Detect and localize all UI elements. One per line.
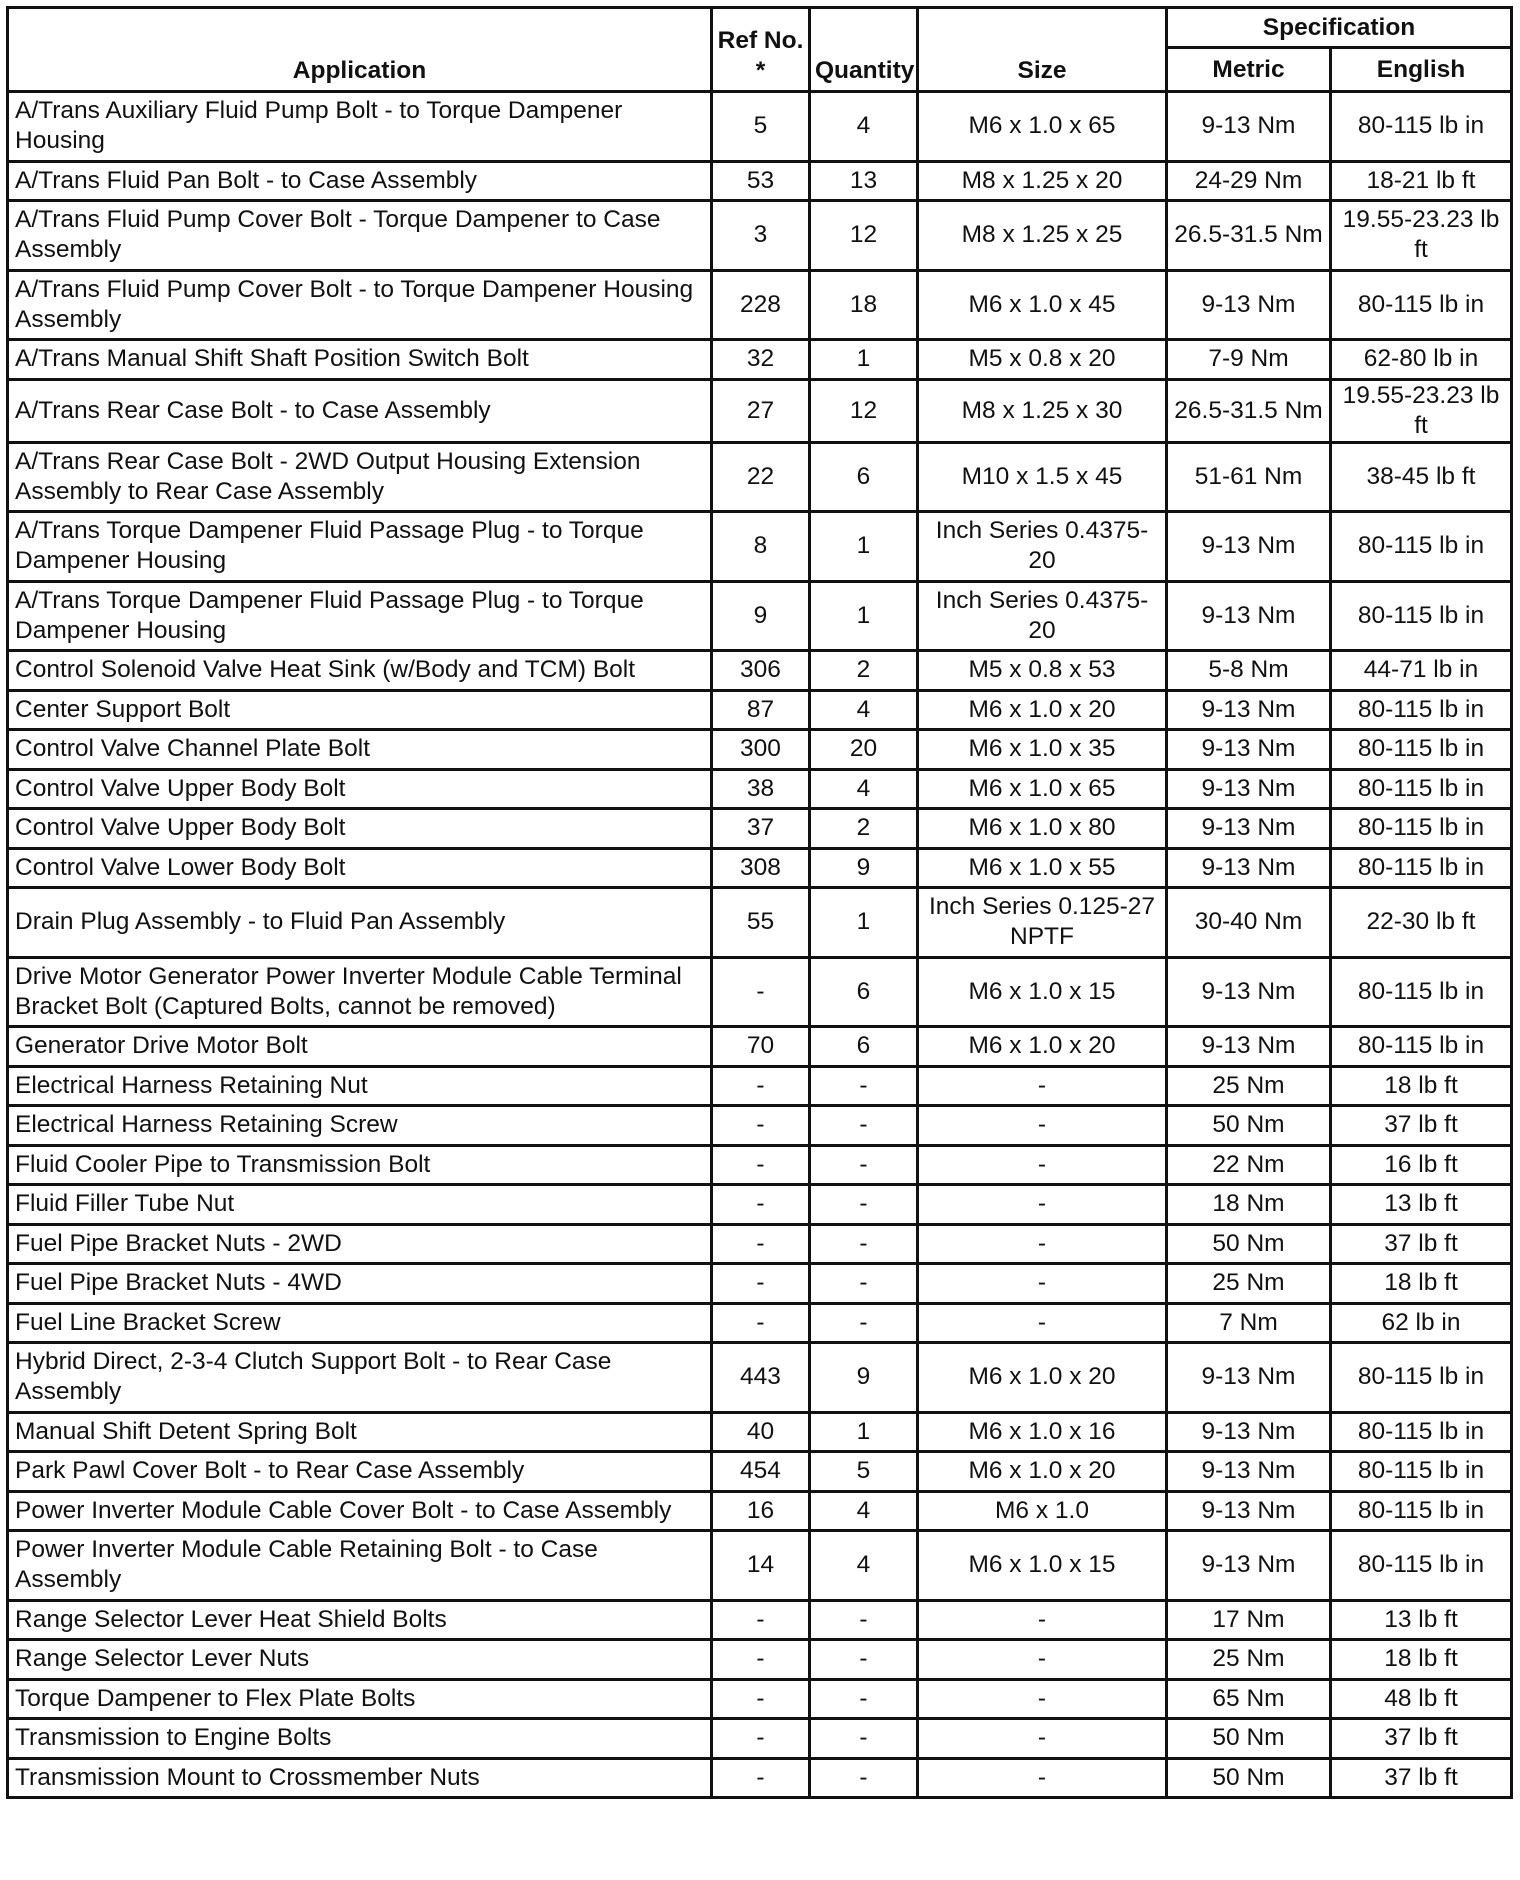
cell-metric: 9-13 Nm — [1167, 1412, 1331, 1452]
table-row — [8, 690, 1512, 730]
table-row — [8, 1679, 1512, 1719]
cell-english: 80-115 lb in — [1331, 1412, 1512, 1452]
cell-metric: 30-40 Nm — [1167, 888, 1331, 958]
cell-quantity: 4 — [810, 769, 918, 809]
cell-application: Fuel Pipe Bracket Nuts - 4WD — [8, 1264, 712, 1304]
table-row — [8, 1027, 1512, 1067]
cell-english: 37 lb ft — [1331, 1758, 1512, 1798]
cell-size: M8 x 1.25 x 30 — [918, 379, 1167, 442]
cell-quantity: 2 — [810, 651, 918, 691]
cell-ref-no: - — [712, 1303, 810, 1343]
table-row — [8, 340, 1512, 380]
cell-application: Electrical Harness Retaining Screw — [8, 1106, 712, 1146]
cell-ref-no: - — [712, 1145, 810, 1185]
cell-size: M6 x 1.0 x 20 — [918, 1027, 1167, 1067]
cell-metric: 9-13 Nm — [1167, 1531, 1331, 1601]
table-row — [8, 1145, 1512, 1185]
cell-english: 80-115 lb in — [1331, 1531, 1512, 1601]
header-english: English — [1331, 48, 1512, 92]
cell-application: Control Solenoid Valve Heat Sink (w/Body and TCM) Bolt — [8, 651, 712, 691]
table-row — [8, 1303, 1512, 1343]
table-row — [8, 270, 1512, 340]
cell-english: 80-115 lb in — [1331, 1027, 1512, 1067]
cell-size: M6 x 1.0 x 35 — [918, 730, 1167, 770]
fastener-spec-table — [6, 6, 1513, 1799]
cell-ref-no: - — [712, 1679, 810, 1719]
cell-metric: 9-13 Nm — [1167, 848, 1331, 888]
cell-english: 80-115 lb in — [1331, 1491, 1512, 1531]
cell-english: 80-115 lb in — [1331, 809, 1512, 849]
cell-ref-no: 32 — [712, 340, 810, 380]
table-row — [8, 1106, 1512, 1146]
header-application: Application — [8, 8, 712, 92]
cell-quantity: - — [810, 1303, 918, 1343]
table-row — [8, 161, 1512, 201]
cell-ref-no: - — [712, 1066, 810, 1106]
cell-english: 80-115 lb in — [1331, 512, 1512, 582]
cell-quantity: 13 — [810, 161, 918, 201]
cell-ref-no: 16 — [712, 1491, 810, 1531]
table-row — [8, 379, 1512, 442]
header-specification: Specification — [1167, 8, 1512, 48]
table-row — [8, 1412, 1512, 1452]
cell-english: 19.55-23.23 lb ft — [1331, 201, 1512, 271]
cell-application: Control Valve Upper Body Bolt — [8, 769, 712, 809]
cell-application: Control Valve Channel Plate Bolt — [8, 730, 712, 770]
cell-ref-no: - — [712, 1106, 810, 1146]
cell-application: Fluid Filler Tube Nut — [8, 1185, 712, 1225]
cell-quantity: 9 — [810, 848, 918, 888]
cell-quantity: - — [810, 1145, 918, 1185]
table-row — [8, 201, 1512, 271]
cell-size: M8 x 1.25 x 25 — [918, 201, 1167, 271]
cell-quantity: 12 — [810, 379, 918, 442]
cell-english: 62-80 lb in — [1331, 340, 1512, 380]
cell-size: M6 x 1.0 x 20 — [918, 1343, 1167, 1413]
fastener-spec-page — [6, 6, 1510, 1799]
cell-ref-no: 70 — [712, 1027, 810, 1067]
header-ref-no: Ref No. * — [712, 8, 810, 92]
cell-english: 80-115 lb in — [1331, 1452, 1512, 1492]
cell-application: Drain Plug Assembly - to Fluid Pan Assembly — [8, 888, 712, 958]
cell-metric: 18 Nm — [1167, 1185, 1331, 1225]
table-row — [8, 92, 1512, 162]
table-row — [8, 1224, 1512, 1264]
cell-metric: 50 Nm — [1167, 1719, 1331, 1759]
cell-ref-no: - — [712, 1758, 810, 1798]
cell-quantity: - — [810, 1224, 918, 1264]
cell-metric: 25 Nm — [1167, 1640, 1331, 1680]
cell-quantity: 1 — [810, 512, 918, 582]
cell-quantity: 4 — [810, 92, 918, 162]
cell-ref-no: 40 — [712, 1412, 810, 1452]
cell-application: Center Support Bolt — [8, 690, 712, 730]
cell-quantity: - — [810, 1106, 918, 1146]
cell-metric: 9-13 Nm — [1167, 1027, 1331, 1067]
cell-size: M6 x 1.0 x 65 — [918, 92, 1167, 162]
table-row — [8, 651, 1512, 691]
cell-application: Range Selector Lever Nuts — [8, 1640, 712, 1680]
cell-size: Inch Series 0.4375-20 — [918, 512, 1167, 582]
cell-application: A/Trans Torque Dampener Fluid Passage Plug - to Torque Dampener Housing — [8, 581, 712, 651]
cell-quantity: 18 — [810, 270, 918, 340]
cell-quantity: 6 — [810, 957, 918, 1027]
cell-english: 37 lb ft — [1331, 1224, 1512, 1264]
cell-metric: 65 Nm — [1167, 1679, 1331, 1719]
cell-size: M6 x 1.0 x 16 — [918, 1412, 1167, 1452]
cell-application: A/Trans Fluid Pan Bolt - to Case Assembly — [8, 161, 712, 201]
cell-ref-no: 454 — [712, 1452, 810, 1492]
table-row — [8, 769, 1512, 809]
table-row — [8, 1452, 1512, 1492]
cell-ref-no: - — [712, 1224, 810, 1264]
cell-ref-no: - — [712, 1185, 810, 1225]
cell-size: M6 x 1.0 x 45 — [918, 270, 1167, 340]
cell-english: 18 lb ft — [1331, 1264, 1512, 1304]
cell-application: A/Trans Rear Case Bolt - to Case Assembly — [8, 379, 712, 442]
cell-english: 37 lb ft — [1331, 1106, 1512, 1146]
cell-quantity: 1 — [810, 1412, 918, 1452]
cell-application: A/Trans Fluid Pump Cover Bolt - to Torque Dampener Housing Assembly — [8, 270, 712, 340]
cell-application: Fluid Cooler Pipe to Transmission Bolt — [8, 1145, 712, 1185]
cell-english: 80-115 lb in — [1331, 769, 1512, 809]
table-row — [8, 957, 1512, 1027]
cell-english: 38-45 lb ft — [1331, 442, 1512, 512]
cell-ref-no: 3 — [712, 201, 810, 271]
cell-size: Inch Series 0.125-27 NPTF — [918, 888, 1167, 958]
cell-ref-no: - — [712, 1600, 810, 1640]
cell-size: Inch Series 0.4375-20 — [918, 581, 1167, 651]
cell-quantity: 20 — [810, 730, 918, 770]
cell-application: Fuel Pipe Bracket Nuts - 2WD — [8, 1224, 712, 1264]
cell-application: Fuel Line Bracket Screw — [8, 1303, 712, 1343]
cell-metric: 9-13 Nm — [1167, 1491, 1331, 1531]
cell-ref-no: 8 — [712, 512, 810, 582]
cell-ref-no: 55 — [712, 888, 810, 958]
cell-metric: 22 Nm — [1167, 1145, 1331, 1185]
cell-quantity: 1 — [810, 340, 918, 380]
cell-size: - — [918, 1106, 1167, 1146]
cell-ref-no: 87 — [712, 690, 810, 730]
cell-metric: 9-13 Nm — [1167, 957, 1331, 1027]
cell-size: - — [918, 1600, 1167, 1640]
cell-quantity: - — [810, 1185, 918, 1225]
cell-quantity: - — [810, 1719, 918, 1759]
cell-application: A/Trans Rear Case Bolt - 2WD Output Housing Extension Assembly to Rear Case Assembly — [8, 442, 712, 512]
cell-metric: 26.5-31.5 Nm — [1167, 379, 1331, 442]
cell-quantity: 4 — [810, 690, 918, 730]
cell-metric: 9-13 Nm — [1167, 809, 1331, 849]
table-row — [8, 1264, 1512, 1304]
table-row — [8, 442, 1512, 512]
cell-ref-no: 27 — [712, 379, 810, 442]
cell-ref-no: 308 — [712, 848, 810, 888]
table-row — [8, 1719, 1512, 1759]
cell-metric: 9-13 Nm — [1167, 512, 1331, 582]
cell-english: 80-115 lb in — [1331, 1343, 1512, 1413]
cell-english: 80-115 lb in — [1331, 730, 1512, 770]
cell-metric: 51-61 Nm — [1167, 442, 1331, 512]
cell-english: 19.55-23.23 lb ft — [1331, 379, 1512, 442]
cell-application: Control Valve Upper Body Bolt — [8, 809, 712, 849]
cell-ref-no: - — [712, 957, 810, 1027]
cell-english: 13 lb ft — [1331, 1600, 1512, 1640]
cell-quantity: 6 — [810, 1027, 918, 1067]
cell-size: M6 x 1.0 x 55 — [918, 848, 1167, 888]
cell-metric: 9-13 Nm — [1167, 730, 1331, 770]
cell-size: M6 x 1.0 x 20 — [918, 690, 1167, 730]
cell-ref-no: 228 — [712, 270, 810, 340]
cell-application: Drive Motor Generator Power Inverter Module Cable Terminal Bracket Bolt (Captured Bolts, cannot be removed) — [8, 957, 712, 1027]
cell-size: - — [918, 1679, 1167, 1719]
cell-metric: 9-13 Nm — [1167, 270, 1331, 340]
cell-ref-no: 37 — [712, 809, 810, 849]
table-row — [8, 1185, 1512, 1225]
cell-size: M6 x 1.0 — [918, 1491, 1167, 1531]
cell-quantity: - — [810, 1679, 918, 1719]
cell-quantity: 1 — [810, 581, 918, 651]
cell-metric: 50 Nm — [1167, 1758, 1331, 1798]
cell-metric: 5-8 Nm — [1167, 651, 1331, 691]
cell-ref-no: 5 — [712, 92, 810, 162]
cell-size: M10 x 1.5 x 45 — [918, 442, 1167, 512]
cell-english: 80-115 lb in — [1331, 581, 1512, 651]
cell-english: 13 lb ft — [1331, 1185, 1512, 1225]
cell-english: 22-30 lb ft — [1331, 888, 1512, 958]
cell-english: 18-21 lb ft — [1331, 161, 1512, 201]
cell-metric: 24-29 Nm — [1167, 161, 1331, 201]
cell-ref-no: 53 — [712, 161, 810, 201]
cell-application: Transmission to Engine Bolts — [8, 1719, 712, 1759]
cell-ref-no: 306 — [712, 651, 810, 691]
table-row — [8, 809, 1512, 849]
cell-application: Torque Dampener to Flex Plate Bolts — [8, 1679, 712, 1719]
cell-metric: 9-13 Nm — [1167, 92, 1331, 162]
table-row — [8, 1343, 1512, 1413]
cell-metric: 7-9 Nm — [1167, 340, 1331, 380]
cell-ref-no: - — [712, 1719, 810, 1759]
cell-ref-no: 14 — [712, 1531, 810, 1601]
cell-application: Transmission Mount to Crossmember Nuts — [8, 1758, 712, 1798]
cell-quantity: 1 — [810, 888, 918, 958]
cell-application: A/Trans Fluid Pump Cover Bolt - Torque Dampener to Case Assembly — [8, 201, 712, 271]
cell-application: Generator Drive Motor Bolt — [8, 1027, 712, 1067]
cell-english: 62 lb in — [1331, 1303, 1512, 1343]
cell-size: M6 x 1.0 x 15 — [918, 1531, 1167, 1601]
cell-application: Manual Shift Detent Spring Bolt — [8, 1412, 712, 1452]
cell-application: A/Trans Manual Shift Shaft Position Switch Bolt — [8, 340, 712, 380]
table-row — [8, 848, 1512, 888]
cell-size: M6 x 1.0 x 65 — [918, 769, 1167, 809]
cell-size: - — [918, 1185, 1167, 1225]
cell-english: 80-115 lb in — [1331, 957, 1512, 1027]
cell-quantity: 9 — [810, 1343, 918, 1413]
cell-english: 37 lb ft — [1331, 1719, 1512, 1759]
cell-metric: 9-13 Nm — [1167, 581, 1331, 651]
cell-english: 80-115 lb in — [1331, 848, 1512, 888]
cell-application: Electrical Harness Retaining Nut — [8, 1066, 712, 1106]
table-header — [8, 8, 1512, 92]
cell-ref-no: - — [712, 1640, 810, 1680]
cell-size: M5 x 0.8 x 20 — [918, 340, 1167, 380]
cell-metric: 17 Nm — [1167, 1600, 1331, 1640]
cell-metric: 25 Nm — [1167, 1264, 1331, 1304]
cell-application: Control Valve Lower Body Bolt — [8, 848, 712, 888]
table-row — [8, 1531, 1512, 1601]
header-size: Size — [918, 8, 1167, 92]
cell-size: - — [918, 1145, 1167, 1185]
table-row — [8, 1640, 1512, 1680]
cell-size: - — [918, 1719, 1167, 1759]
cell-application: Power Inverter Module Cable Retaining Bolt - to Case Assembly — [8, 1531, 712, 1601]
cell-size: - — [918, 1066, 1167, 1106]
cell-application: A/Trans Auxiliary Fluid Pump Bolt - to Torque Dampener Housing — [8, 92, 712, 162]
cell-size: - — [918, 1224, 1167, 1264]
cell-ref-no: 38 — [712, 769, 810, 809]
table-row — [8, 888, 1512, 958]
cell-metric: 7 Nm — [1167, 1303, 1331, 1343]
cell-ref-no: - — [712, 1264, 810, 1304]
table-row — [8, 581, 1512, 651]
cell-quantity: 4 — [810, 1491, 918, 1531]
cell-size: M6 x 1.0 x 15 — [918, 957, 1167, 1027]
cell-ref-no: 22 — [712, 442, 810, 512]
cell-quantity: 2 — [810, 809, 918, 849]
cell-ref-no: 443 — [712, 1343, 810, 1413]
cell-quantity: 4 — [810, 1531, 918, 1601]
cell-application: Range Selector Lever Heat Shield Bolts — [8, 1600, 712, 1640]
cell-application: Power Inverter Module Cable Cover Bolt - to Case Assembly — [8, 1491, 712, 1531]
cell-english: 18 lb ft — [1331, 1640, 1512, 1680]
cell-english: 80-115 lb in — [1331, 92, 1512, 162]
cell-quantity: 6 — [810, 442, 918, 512]
cell-metric: 50 Nm — [1167, 1106, 1331, 1146]
cell-size: M8 x 1.25 x 20 — [918, 161, 1167, 201]
cell-size: - — [918, 1264, 1167, 1304]
table-row — [8, 1600, 1512, 1640]
cell-metric: 50 Nm — [1167, 1224, 1331, 1264]
table-row — [8, 730, 1512, 770]
cell-quantity: - — [810, 1264, 918, 1304]
cell-size: M5 x 0.8 x 53 — [918, 651, 1167, 691]
cell-metric: 9-13 Nm — [1167, 1452, 1331, 1492]
table-row — [8, 1066, 1512, 1106]
cell-metric: 9-13 Nm — [1167, 1343, 1331, 1413]
cell-english: 44-71 lb in — [1331, 651, 1512, 691]
cell-quantity: - — [810, 1600, 918, 1640]
table-row — [8, 1491, 1512, 1531]
header-quantity: Quantity — [810, 8, 918, 92]
cell-ref-no: 300 — [712, 730, 810, 770]
cell-english: 80-115 lb in — [1331, 690, 1512, 730]
cell-metric: 25 Nm — [1167, 1066, 1331, 1106]
cell-size: M6 x 1.0 x 80 — [918, 809, 1167, 849]
cell-application: Park Pawl Cover Bolt - to Rear Case Assembly — [8, 1452, 712, 1492]
table-row — [8, 1758, 1512, 1798]
header-metric: Metric — [1167, 48, 1331, 92]
cell-ref-no: 9 — [712, 581, 810, 651]
cell-quantity: - — [810, 1758, 918, 1798]
cell-application: Hybrid Direct, 2-3-4 Clutch Support Bolt - to Rear Case Assembly — [8, 1343, 712, 1413]
cell-metric: 9-13 Nm — [1167, 769, 1331, 809]
cell-size: - — [918, 1303, 1167, 1343]
cell-size: M6 x 1.0 x 20 — [918, 1452, 1167, 1492]
table-row — [8, 512, 1512, 582]
cell-metric: 9-13 Nm — [1167, 690, 1331, 730]
table-body — [8, 92, 1512, 1798]
cell-quantity: 12 — [810, 201, 918, 271]
cell-english: 16 lb ft — [1331, 1145, 1512, 1185]
cell-english: 18 lb ft — [1331, 1066, 1512, 1106]
cell-quantity: 5 — [810, 1452, 918, 1492]
cell-size: - — [918, 1640, 1167, 1680]
cell-metric: 26.5-31.5 Nm — [1167, 201, 1331, 271]
cell-application: A/Trans Torque Dampener Fluid Passage Plug - to Torque Dampener Housing — [8, 512, 712, 582]
cell-english: 80-115 lb in — [1331, 270, 1512, 340]
cell-english: 48 lb ft — [1331, 1679, 1512, 1719]
cell-quantity: - — [810, 1640, 918, 1680]
cell-size: - — [918, 1758, 1167, 1798]
cell-quantity: - — [810, 1066, 918, 1106]
